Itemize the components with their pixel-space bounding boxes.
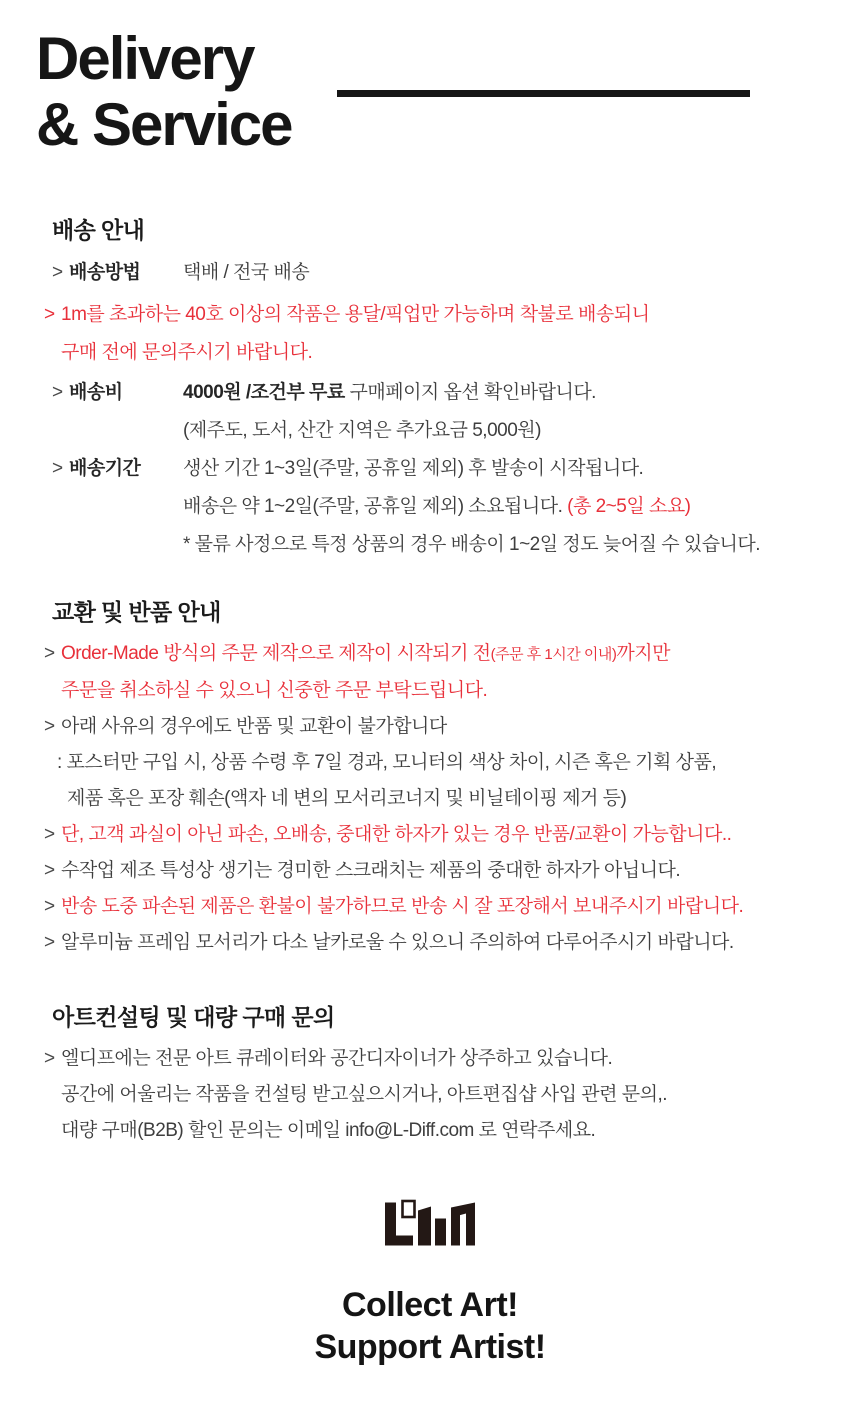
consulting-intro-text: 엘디프에는 전문 아트 큐레이터와 공간디자이너가 상주하고 있습니다. <box>61 1048 613 1069</box>
order-made-note <box>0 636 860 709</box>
order-made-line-1 <box>0 636 860 673</box>
order-made-text <box>61 636 860 673</box>
slogan-line-1: Collect Art! <box>342 1286 518 1324</box>
shipping-period-line-1: 생산 기간 1~3일(주말, 공휴일 제외) 후 발송이 시작됩니다. <box>183 458 644 479</box>
shipping-fee-amount: 4000원 /조건부 무료 <box>183 382 345 403</box>
ldiff-brand-logo-icon <box>385 1197 475 1249</box>
bullet-marker: > <box>44 304 55 325</box>
shipping-method-label: 배송방법 <box>69 262 141 283</box>
slogan-line-2: Support Artist! <box>314 1328 546 1366</box>
shipping-heading: 배송 안내 <box>52 217 145 243</box>
shipping-period-block <box>0 450 860 564</box>
oversize-note-line-2: 구매 전에 문의주시기 바랍니다. <box>61 342 313 363</box>
no-return-line-2: : 포스터만 구입 시, 상품 수령 후 7일 경과, 모니터의 색상 차이, 시즌 혹은 기획 상품, <box>57 752 717 773</box>
b2b-inquiry-post: 로 연락주세요. <box>473 1120 596 1141</box>
shipping-fee-block <box>0 374 860 450</box>
no-return-text: 아래 사유의 경우에도 반품 및 교환이 불가합니다 <box>61 716 447 737</box>
return-shipping-note <box>0 889 860 925</box>
aluminum-frame-note <box>0 925 860 961</box>
bullet-marker: > <box>52 262 63 283</box>
shipping-fee-value <box>183 374 860 412</box>
no-return-line-3: 제품 혹은 포장 훼손(액자 네 변의 모서리코너지 및 비닐테이핑 제거 등) <box>67 788 627 809</box>
oversize-note-text: 1m를 초과하는 40호 이상의 작품은 용달/픽업만 가능하며 착불로 배송되니 <box>61 304 650 325</box>
bullet-marker: > <box>44 932 55 953</box>
shipping-period-duration: 배송은 약 1~2일(주말, 공휴일 제외) 소요됩니다. <box>183 496 568 517</box>
bullet-marker: > <box>52 382 63 403</box>
contact-email: info@L-Diff.com <box>345 1120 474 1141</box>
bullet-marker: > <box>52 458 63 479</box>
page-footer <box>0 1197 860 1368</box>
title-line-2: & Service <box>36 91 292 158</box>
shipping-method-value: 택배 / 전국 배송 <box>183 262 310 283</box>
shipping-fee-row <box>0 374 860 412</box>
delivery-service-notice <box>0 26 860 1419</box>
shipping-fee-label: 배송비 <box>69 382 123 403</box>
shipping-section <box>0 216 860 564</box>
title-line-1: Delivery <box>36 25 254 92</box>
shipping-period-label: 배송기간 <box>69 458 141 479</box>
b2b-inquiry-pre: 대량 구매(B2B) 할인 문의는 이메일 <box>61 1120 346 1141</box>
no-return-note <box>0 709 860 817</box>
order-made-pre: Order-Made 방식의 주문 제작으로 제작이 시작되기 전 <box>61 643 491 664</box>
scratch-note <box>0 853 860 889</box>
no-return-line-1 <box>0 709 860 745</box>
shipping-period-row <box>0 450 860 488</box>
bullet-marker: > <box>44 643 55 664</box>
returns-heading: 교환 및 반품 안내 <box>52 599 221 625</box>
shipping-period-line-2 <box>0 488 860 526</box>
shipping-method-row <box>0 254 860 292</box>
consulting-line-2: 공간에 어울리는 작품을 컨설팅 받고싶으시거나, 아트편집샵 사입 관련 문의,. <box>61 1084 668 1105</box>
bullet-marker: > <box>44 824 55 845</box>
exception-note <box>0 817 860 853</box>
return-shipping-text: 반송 도중 파손된 제품은 환불이 불가하므로 반송 시 잘 포장해서 보내주시기 바랍니다. <box>61 896 744 917</box>
aluminum-frame-text: 알루미늄 프레임 모서리가 다소 날카로울 수 있으니 주의하여 다루어주시기 바랍니다. <box>61 932 734 953</box>
consulting-line-3 <box>0 1113 860 1149</box>
brand-logo-wrap <box>0 1197 860 1254</box>
consulting-section <box>0 1003 860 1149</box>
bullet-marker: > <box>44 896 55 917</box>
brand-slogan <box>0 1284 860 1368</box>
order-made-small-note: (주문 후 1시간 이내) <box>490 646 617 663</box>
oversize-note-line-1 <box>0 296 860 334</box>
bullet-marker: > <box>44 1048 55 1069</box>
exception-text: 단, 고객 과실이 아닌 파손, 오배송, 중대한 하자가 있는 경우 반품/교환이 가능합니다.. <box>61 824 732 845</box>
title-rule-divider <box>337 90 750 97</box>
shipping-period-delay-note: * 물류 사정으로 특정 상품의 경우 배송이 1~2일 정도 늦어질 수 있습니다. <box>183 534 761 555</box>
order-made-post: 까지만 <box>616 643 670 664</box>
consulting-line-1 <box>0 1041 860 1077</box>
bullet-marker: > <box>44 860 55 881</box>
oversize-note <box>0 296 860 372</box>
bullet-marker: > <box>44 716 55 737</box>
shipping-fee-detail: 구매페이지 옵션 확인바랍니다. <box>344 382 596 403</box>
shipping-period-total: (총 2~5일 소요) <box>567 496 691 517</box>
order-made-line-2: 주문을 취소하실 수 있으니 신중한 주문 부탁드립니다. <box>61 680 488 701</box>
scratch-text: 수작업 제조 특성상 생기는 경미한 스크래치는 제품의 중대한 하자가 아닙니다. <box>61 860 681 881</box>
consulting-heading: 아트컨설팅 및 대량 구매 문의 <box>52 1004 335 1030</box>
page-header <box>0 26 860 158</box>
returns-section <box>0 598 860 961</box>
shipping-fee-surcharge-note: (제주도, 도서, 산간 지역은 추가요금 5,000원) <box>183 420 541 441</box>
